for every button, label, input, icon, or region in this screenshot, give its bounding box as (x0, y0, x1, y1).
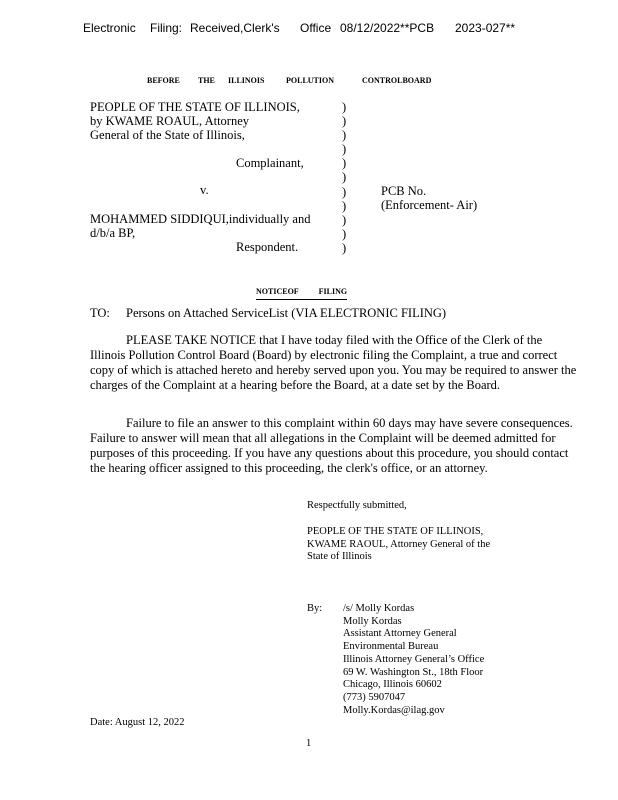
paren: ) (342, 156, 347, 171)
defendant-line-1: MOHAMMED SIDDIQUI,individually and (90, 212, 311, 226)
to-recipients: Persons on Attached ServiceList (VIA ELECTRONIC FILING) (126, 306, 447, 320)
board-title-pollution: POLLUTION (286, 76, 335, 85)
party-block (307, 526, 490, 564)
signer-title: Assistant Attorney General (343, 628, 457, 640)
pcb-number-label: PCB No. (381, 184, 427, 198)
notice-paragraph-2-text: Failure to file an answer to this complaint within 60 days may have severe consequences. Failure to answer will mean that all allegations in the Complaint will be deemed admitted for purposes of this proceeding. If you have any questions about this procedure, you should contact the hearing officer assigned to this proceeding, the clerk's office, or an attorney. (90, 416, 573, 475)
header-docket: 2023-027** (455, 21, 516, 35)
paren: ) (342, 170, 347, 185)
signer-phone: (773) 5907047 (343, 691, 406, 703)
signer-street: 69 W. Washington St., 18th Floor (343, 666, 484, 678)
signer-block (343, 603, 484, 717)
header-electronic: Electronic (83, 21, 136, 35)
board-title-control-board: CONTROLBOARD (362, 76, 432, 85)
paren: ) (342, 184, 347, 199)
board-title-the: THE (198, 76, 215, 85)
notice-title (256, 281, 347, 300)
date-line: Date: August 12, 2022 (90, 717, 185, 728)
party-line-2: KWAME RAOUL, Attorney General of the (307, 538, 491, 550)
paren: ) (342, 212, 347, 227)
caption-parentheses (342, 100, 346, 255)
paren: ) (342, 100, 347, 114)
header-received: Received,Clerk's (190, 21, 280, 35)
board-title-illinois: ILLINOIS (228, 76, 265, 85)
board-title-before: BEFORE (147, 76, 180, 85)
closing (307, 500, 407, 513)
header-office: Office (300, 21, 332, 35)
party-line-3: State of Illinois (307, 551, 372, 563)
plaintiff-line-3: General of the State of Illinois, (90, 128, 245, 142)
signer-office: Illinois Attorney General’s Office (343, 653, 485, 665)
plaintiff-line-2: by KWAME ROAUL, Attorney (90, 114, 250, 128)
paren: ) (342, 240, 347, 255)
signer-email: Molly.Kordas@ilag.gov (343, 704, 445, 716)
complainant-label: Complainant, (236, 156, 304, 170)
paren: ) (342, 226, 347, 241)
signer-name: Molly Kordas (343, 615, 402, 627)
party-line-1: PEOPLE OF THE STATE OF ILLINOIS, (307, 526, 484, 537)
notice-title-notice: NOTICEOF (256, 287, 299, 296)
signer-city: Chicago, Illinois 60602 (343, 679, 442, 691)
paren: ) (342, 128, 347, 143)
versus-label: v. (200, 183, 209, 197)
page-number: 1 (306, 738, 312, 749)
defendant-line-2: d/b/a BP, (90, 226, 136, 240)
header-filing: Filing: (150, 21, 183, 35)
enforcement-label: (Enforcement- Air) (381, 198, 478, 212)
notice-title-filing: FILING (318, 287, 348, 296)
paren: ) (342, 114, 347, 129)
signer-bureau: Environmental Bureau (343, 641, 439, 653)
to-label: TO: (90, 306, 110, 320)
paren: ) (342, 142, 347, 157)
signature-line: /s/ Molly Kordas (343, 603, 415, 614)
respondent-label: Respondent. (236, 240, 299, 254)
header-date-pcb: 08/12/2022**PCB (340, 21, 435, 35)
plaintiff-line-1: PEOPLE OF THE STATE OF ILLINOIS, (90, 100, 300, 114)
notice-paragraph-1-text: PLEASE TAKE NOTICE that I have today filed with the Office of the Clerk of the Illinois Pollution Control Board (Board) by electronic filing the Complaint, a true and correct copy of which is attached hereto and hereby served upon you. You may be required to answer the charges of the Complaint at a hearing before the Board, at a date set by the Board. (90, 333, 577, 392)
closing-text: Respectfully submitted, (307, 500, 407, 511)
notice-paragraph-2 (90, 416, 578, 476)
paren: ) (342, 198, 347, 213)
by-label: By: (307, 603, 323, 614)
notice-paragraph-1 (90, 333, 578, 393)
